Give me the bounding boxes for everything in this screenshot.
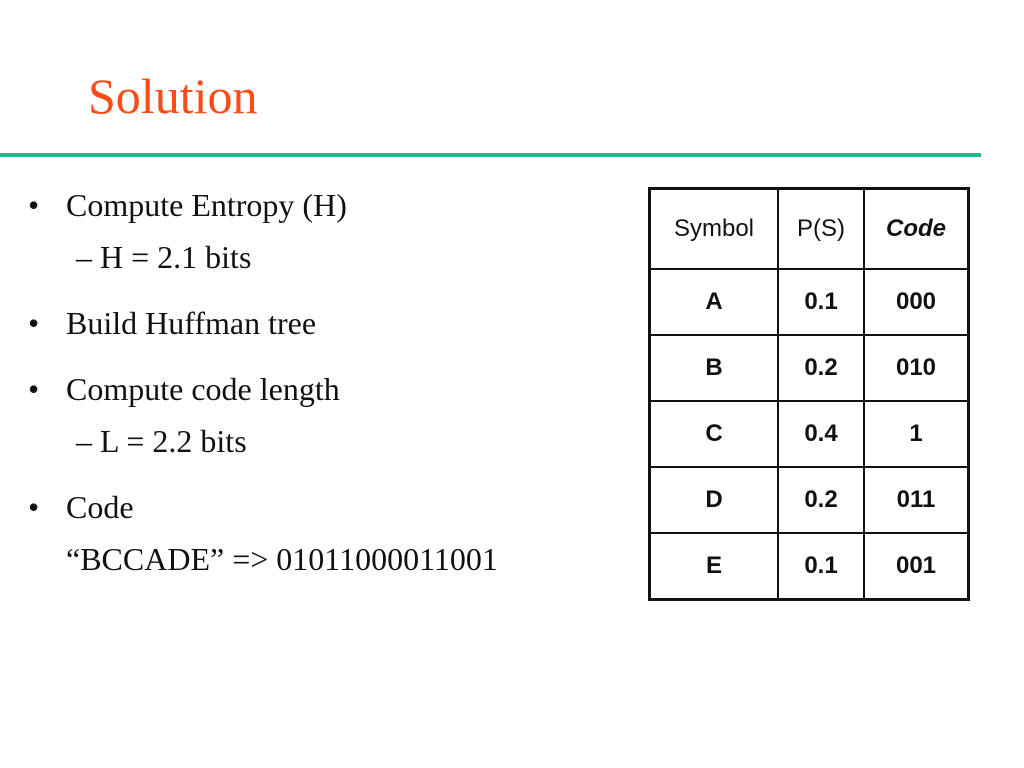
cell-probability: 0.2: [778, 467, 864, 533]
encoded-example: “BCCADE” => 01011000011001: [66, 541, 498, 577]
bullet-marker: •: [28, 305, 40, 341]
title-divider: [0, 153, 981, 157]
bullet-list: [28, 185, 628, 579]
cell-probability: 0.1: [778, 269, 864, 335]
bullet-text-build-tree: Build Huffman tree: [66, 305, 317, 341]
cell-symbol: D: [650, 467, 779, 533]
bullet-item: [28, 185, 628, 225]
header-code: Code: [864, 189, 969, 270]
sub-bullet-entropy-value: – H = 2.1 bits: [76, 239, 252, 275]
sub-bullet-length-value: – L = 2.2 bits: [76, 423, 247, 459]
bullet-text-code-length: Compute code length: [66, 371, 340, 407]
bullet-item: [28, 369, 628, 409]
bullet-marker: •: [28, 187, 40, 223]
table-header-row: [650, 189, 969, 270]
cell-code: 1: [864, 401, 969, 467]
table-row: [650, 335, 969, 401]
table-row: [650, 269, 969, 335]
cell-code: 000: [864, 269, 969, 335]
bullet-marker: •: [28, 371, 40, 407]
cell-probability: 0.2: [778, 335, 864, 401]
cell-probability: 0.4: [778, 401, 864, 467]
slide-title: Solution: [88, 68, 258, 124]
cell-symbol: B: [650, 335, 779, 401]
cell-code: 011: [864, 467, 969, 533]
table-row: [650, 401, 969, 467]
bullet-marker: •: [28, 489, 40, 525]
table-row: [650, 533, 969, 600]
cell-symbol: C: [650, 401, 779, 467]
table-row: [650, 467, 969, 533]
cell-code: 001: [864, 533, 969, 600]
bullet-item: [28, 487, 628, 527]
bullet-text-compute-entropy: Compute Entropy (H): [66, 187, 347, 223]
cell-code: 010: [864, 335, 969, 401]
bullet-text-code: Code: [66, 489, 134, 525]
huffman-code-table: [648, 187, 970, 601]
bullet-item: [28, 303, 628, 343]
cell-probability: 0.1: [778, 533, 864, 600]
header-probability: P(S): [778, 189, 864, 270]
cell-symbol: E: [650, 533, 779, 600]
header-symbol: Symbol: [650, 189, 779, 270]
cell-symbol: A: [650, 269, 779, 335]
